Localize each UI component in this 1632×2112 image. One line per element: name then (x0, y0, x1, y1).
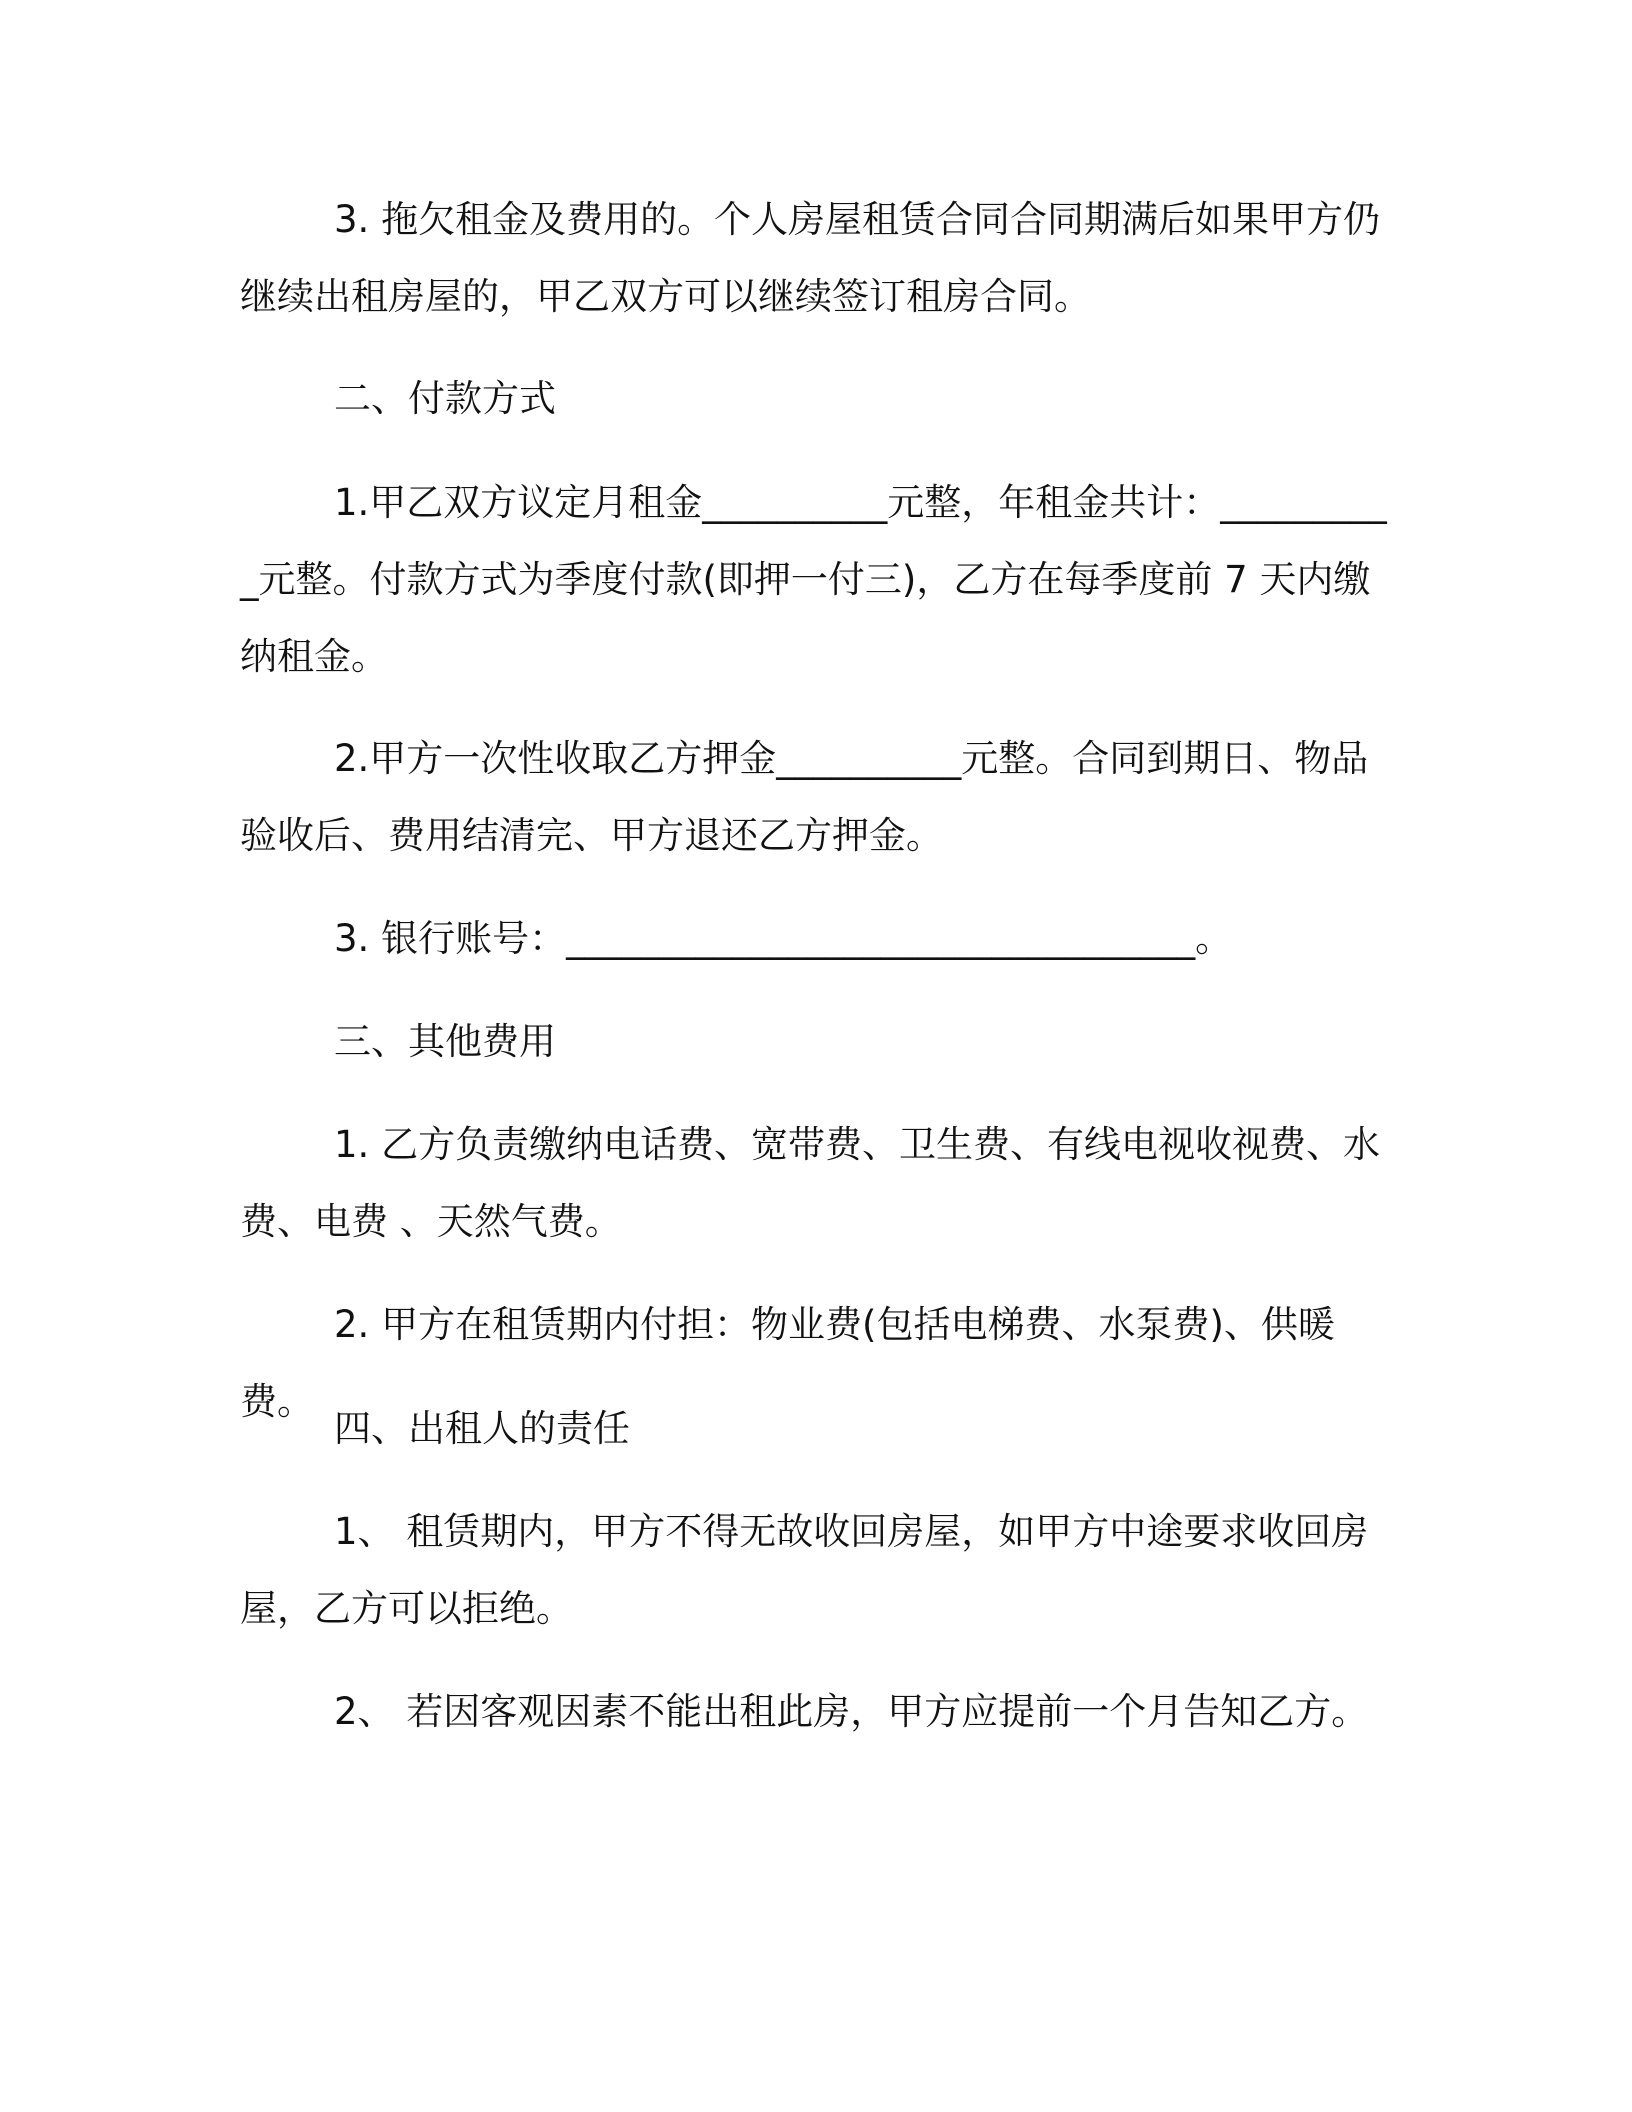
paragraph-no-reclaim: 1、 租赁期内，甲方不得无故收回房屋，如甲方中途要求收回房屋，乙方可以拒绝。 (240, 1510, 1369, 1630)
paragraph-deposit: 2.甲方一次性收取乙方押金__________元整。合同到期日、物品验收后、费用结清完、甲方退还乙方押金。 (240, 737, 1369, 857)
heading-other-fees: 三、其他费用 (334, 1020, 556, 1063)
paragraph-bank-account: 3. 银行账号：__________________________________。 (334, 917, 1233, 960)
heading-lessor-duties: 四、出租人的责任 (334, 1407, 630, 1450)
paragraph-overdue-rent: 3. 拖欠租金及费用的。个人房屋租赁合同合同期满后如果甲方仍继续出租房屋的，甲乙双方可以继续签订租房合同。 (240, 198, 1381, 318)
heading-payment-method: 二、付款方式 (334, 377, 556, 420)
paragraph-landlord-fees: 2. 甲方在租赁期内付担：物业费(包括电梯费、水泵费)、供暖费。 (240, 1303, 1335, 1423)
paragraph-advance-notice: 2、 若因客观因素不能出租此房，甲方应提前一个月告知乙方。 (334, 1690, 1369, 1733)
paragraph-monthly-rent: 1.甲乙双方议定月租金__________元整，年租金共计：__________元整。付款方式为季度付款(即押一付三)，乙方在每季度前 7 天内缴纳租金。 (240, 481, 1387, 678)
paragraph-tenant-fees: 1. 乙方负责缴纳电话费、宽带费、卫生费、有线电视收视费、水费、电费 、天然气费。 (240, 1123, 1381, 1243)
